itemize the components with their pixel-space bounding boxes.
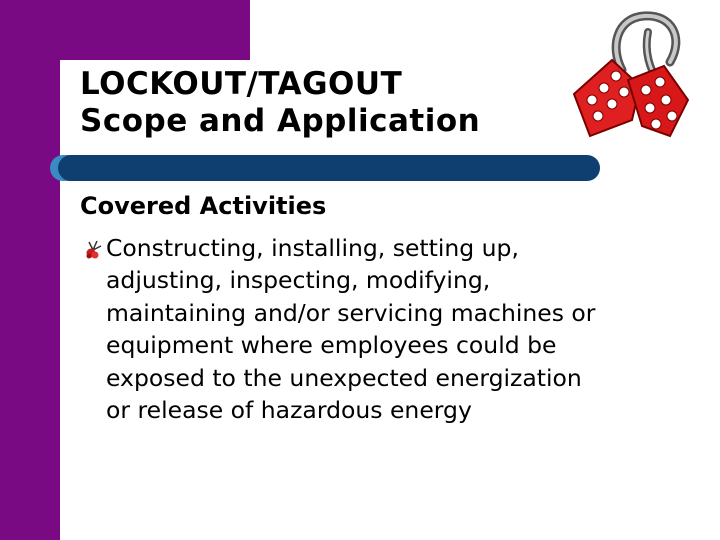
purple-side-bar [0, 0, 60, 540]
bullet-line: adjusting, inspecting, modifying, [106, 266, 491, 295]
section-heading: Covered Activities [80, 192, 327, 220]
bullet-line: exposed to the unexpected energization [106, 363, 582, 392]
title-line: Scope and Application [80, 103, 481, 139]
flower-bullet-icon [83, 238, 103, 260]
bullet-text [106, 232, 706, 426]
slide-title [80, 66, 480, 140]
purple-top-bar [0, 0, 250, 60]
bullet-line: maintaining and/or servicing machines or [106, 298, 596, 327]
bullet-line: or release of hazardous energy [106, 396, 472, 425]
bullet-line: equipment where employees could be [106, 331, 557, 360]
lockout-hasp-icon [560, 8, 710, 148]
title-rule [58, 155, 600, 181]
bullet-line: Constructing, installing, setting up, [106, 234, 519, 262]
title-line: LOCKOUT/TAGOUT [80, 66, 403, 102]
